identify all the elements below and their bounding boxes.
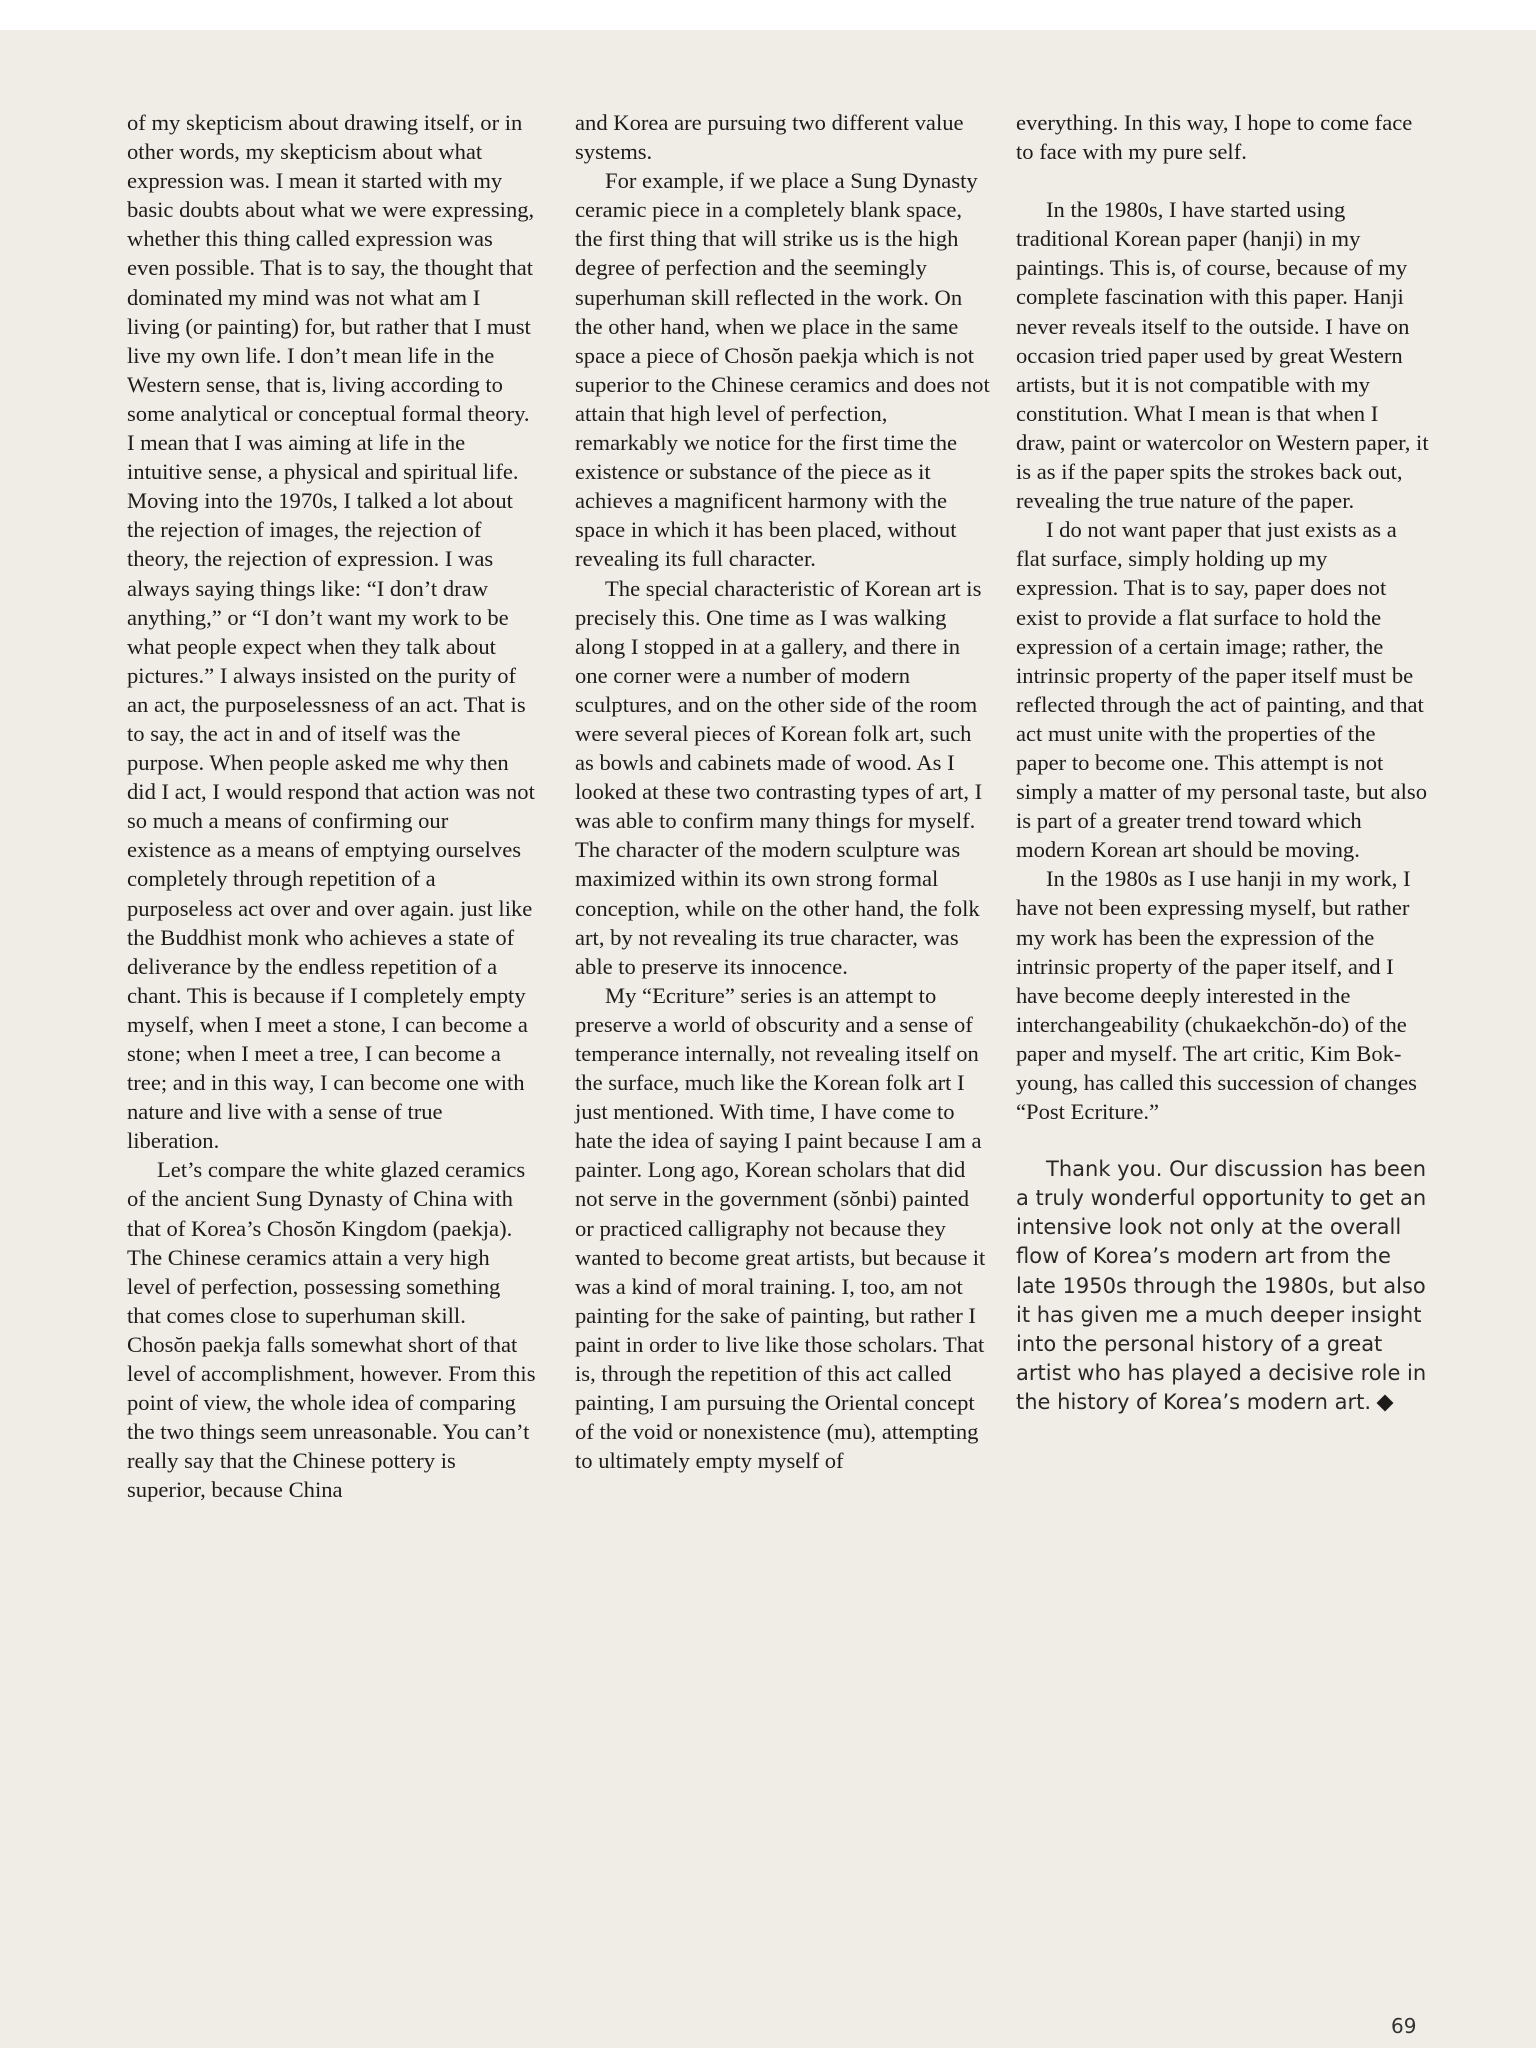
paragraph: For example, if we place a Sung Dynasty ceramic piece in a completely blank space, the first thing that will strike us is the high degree of perfection and the seemingly superhuman skill reflected in the work. On the other hand, when we place in the same space a piece of Chosŏn paekja which is not superior to the Chinese ceramics and does not attain that high level of perfection, remarkably we notice for the first time the existence or substance of the piece as it achieves a magnificent harmony with the space in which it has been placed, without revealing its full character. [575, 168, 990, 572]
paragraph: of my skepticism about drawing itself, or in other words, my skepticism about what expression was. I mean it started with my basic doubts about what we were expressing, whether this thing called expression was even possible. That is to say, the thought that dominated my mind was not what am I living (or painting) for, but rather that I must live my own life. I don’t mean life in the Western sense, that is, living according to some analytical or conceptual formal theory. I mean that I was aiming at life in the intuitive sense, a physical and spiritual life. Moving into the 1970s, I talked a lot about the rejection of images, the rejection of theory, the rejection of expression. I was always saying things like: “I don’t draw anything,” or “I don’t want my work to be what people expect when they talk about pictures.” I always insisted on the purity of an act, the purposelessness of an act. That is to say, the act in and of itself was the purpose. When people asked me why then did I act, I would respond that action was not so much a means of confirming our existence as a means of emptying ourselves completely through repetition of a purposeless act over and over again. just like the Buddhist monk who achieves a state of deliverance by the endless repetition of a chant. This is because if I completely empty myself, when I meet a stone, I can become a stone; when I meet a tree, I can become a tree; and in this way, I can become one with nature and live with a sense of true liberation. [127, 110, 535, 1154]
paragraph: The special characteristic of Korean art is precisely this. One time as I was walking along I stopped in at a gallery, and there in one corner were a number of modern sculptures, and on the other side of the room were several pieces of Korean folk art, such as bowls and cabinets made of wood. As I looked at these two contrasting types of art, I was able to confirm many things for myself. The character of the modern sculpture was maximized within its own strong formal conception, while on the other hand, the folk art, by not revealing its true character, was able to preserve its innocence. [575, 575, 983, 979]
page-number: 69 [1391, 2014, 1417, 2038]
paragraph: My “Ecriture” series is an attempt to preserve a world of obscurity and a sense of temperance internally, not revealing itself on the surface, much like the Korean folk art I just mentioned. With time, I have come to hate the idea of saying I paint because I am a painter. Long ago, Korean scholars that did not serve in the government (sŏnbi) painted or practiced calligraphy not because they wanted to become great artists, but because it was a kind of moral training. I, too, am not painting for the sake of painting, but rather I paint in order to live like those scholars. That is, through the repetition of this act called painting, I am pursuing the Oriental concept of the void or nonexistence (mu), attempting to ultimately empty myself of [575, 982, 986, 1474]
paragraph: In the 1980s as I use hanji in my work, I have not been expressing myself, but rather my work has been the expression of the intrinsic property of the paper itself, and I have become deeply interested in the interchangeability (chukaekchŏn-do) of the paper and myself. The art critic, Kim Bok-young, has called this succession of changes “Post Ecriture.” [1016, 866, 1417, 1125]
closing-paragraph [1016, 1155, 1431, 1417]
closing-text: Thank you. Our discussion has been a truly wonderful opportunity to get an intensive look not only at the overall flow of Korea’s modern art from the late 1950s through the 1980s, but also it has given me a much deeper insight into the personal history of a great artist who has played a decisive role in the history of Korea’s modern art. [1016, 1157, 1427, 1414]
paragraph: I do not want paper that just exists as a flat surface, simply holding up my expression. That is to say, paper does not exist to provide a flat surface to hold the expression of a certain image; rather, the intrinsic property of the paper itself must be reflected through the act of painting, and that act must unite with the properties of the paper to become one. This attempt is not simply a matter of my personal taste, but also is part of a greater trend toward which modern Korean art should be moving. [1016, 517, 1427, 863]
column-1 [127, 108, 537, 1505]
paragraph: In the 1980s, I have started using traditional Korean paper (hanji) in my paintings. This is, of course, because of my complete fascination with this paper. Hanji never reveals itself to the outside. I have on occasion tried paper used by great Western artists, but it is not compatible with my constitution. What I mean is that when I draw, paint or watercolor on Western paper, it is as if the paper spits the strokes back out, revealing the true nature of the paper. [1016, 197, 1429, 514]
column-3 [1016, 108, 1431, 1417]
paragraph: and Korea are pursuing two different value systems. [575, 110, 964, 165]
end-mark-icon [1377, 1394, 1394, 1411]
page [0, 30, 1536, 2048]
paragraph: everything. In this way, I hope to come face to face with my pure self. [1016, 110, 1413, 165]
column-2 [575, 108, 990, 1475]
paragraph: Let’s compare the white glazed ceramics of the ancient Sung Dynasty of China with that of Korea’s Chosŏn Kingdom (paekja). The Chinese ceramics attain a very high level of perfection, possessing something that comes close to superhuman skill. Chosŏn paekja falls somewhat short of that level of accomplishment, however. From this point of view, the whole idea of comparing the two things seem unreasonable. You can’t really say that the Chinese pottery is superior, because China [127, 1157, 536, 1503]
